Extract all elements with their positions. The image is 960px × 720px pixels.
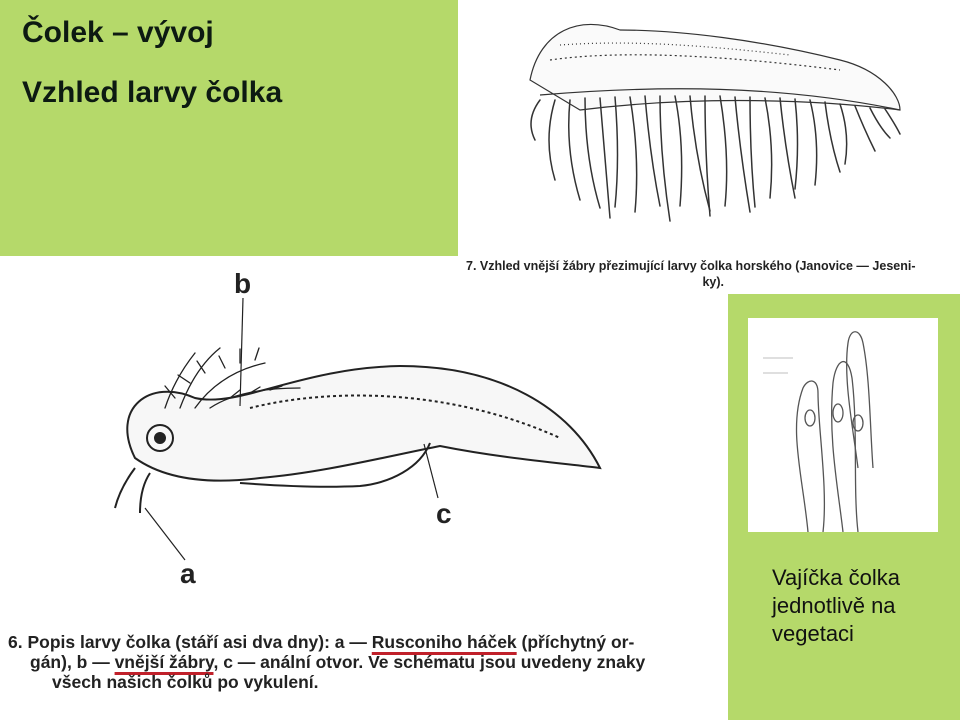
slide-title: Čolek – vývoj	[22, 16, 214, 49]
figure6-caption-text: (příchytný or-	[516, 632, 635, 652]
figure6-caption-text: všech našich čolků po vykulení.	[52, 672, 319, 692]
eggs-caption-line: jednotlivě na	[772, 593, 896, 618]
external-gills-term: vnější žábry	[114, 652, 214, 672]
larva-illustration	[0, 258, 724, 628]
figure7-caption-line1: 7. Vzhled vnější žábry přezimující larvy čolka horského (Janovice — Jeseni-	[466, 259, 916, 273]
slide-subtitle: Vzhled larvy čolka	[22, 76, 283, 109]
label-c: c	[436, 498, 452, 529]
figure6-caption-text: 6. Popis larvy čolka (stáří asi dva dny): a —	[8, 632, 372, 652]
eggs-caption	[772, 564, 900, 648]
figure7-caption-line2: ky).	[702, 275, 724, 289]
gills-illustration	[460, 0, 960, 256]
eggs-illustration	[748, 318, 938, 532]
eggs-caption-line: vegetaci	[772, 621, 854, 646]
rusconi-hook-term: Rusconiho háček	[371, 632, 517, 652]
eggs-caption-line: Vajíčka čolka	[772, 565, 900, 590]
figure6-caption-text: gán), b —	[30, 652, 115, 672]
figure6-caption-text: , c — anální otvor. Ve schématu jsou uvedeny znaky	[213, 652, 646, 672]
label-b: b	[234, 268, 252, 299]
figure6-caption	[8, 632, 720, 692]
label-a: a	[180, 558, 196, 589]
